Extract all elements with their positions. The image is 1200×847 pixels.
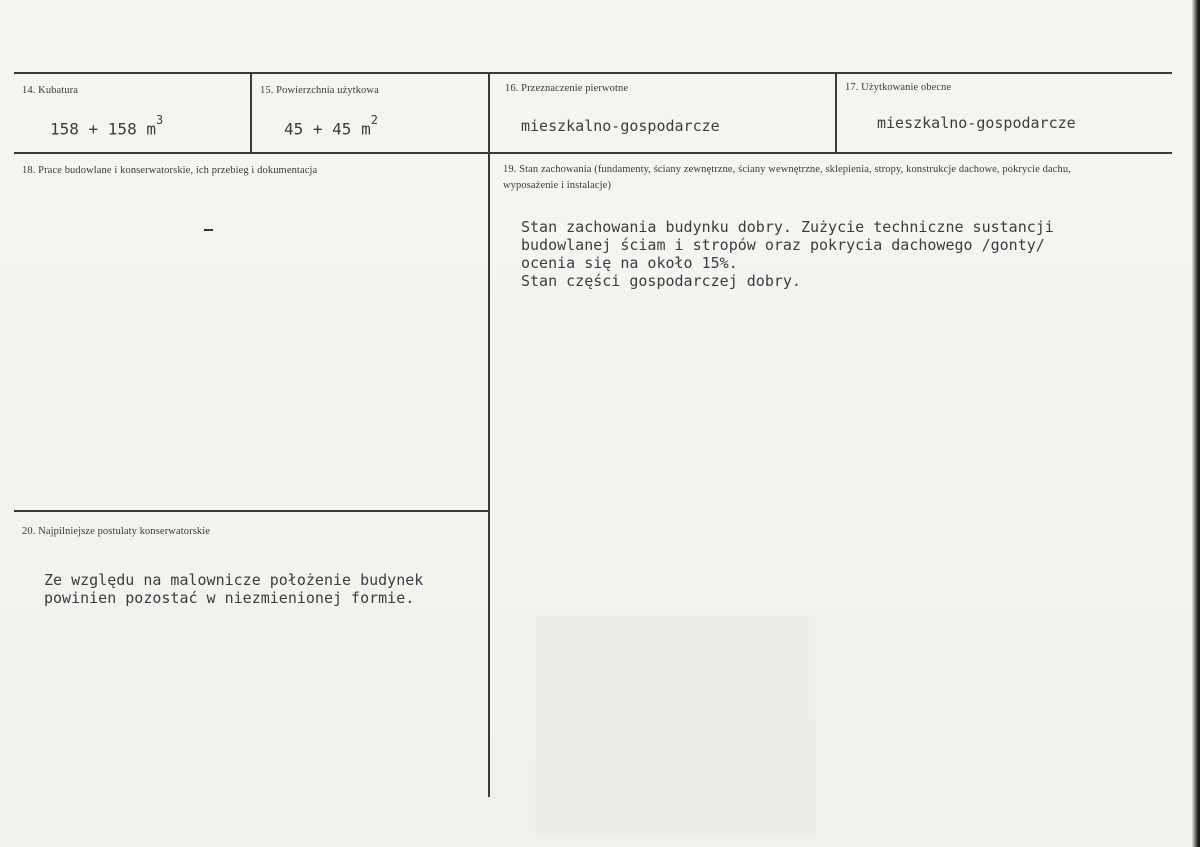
field18-bottom-rule bbox=[14, 510, 488, 512]
field-14-unit-exponent: 3 bbox=[155, 113, 164, 127]
field-18-value bbox=[204, 229, 213, 231]
field-19-line-3: ocenia się na około 15%. bbox=[521, 254, 738, 272]
field-16-label: 16. Przeznaczenie pierwotne bbox=[505, 83, 629, 94]
field-15-unit-exponent: 2 bbox=[370, 113, 378, 127]
row1-bottom-rule bbox=[14, 152, 1172, 154]
field-20-line-1: Ze względu na malownicze położenie budynek bbox=[44, 571, 424, 589]
field-15-value bbox=[284, 113, 378, 139]
form-top-rule bbox=[14, 72, 1172, 74]
divider-14-15 bbox=[250, 74, 252, 152]
field-20-line-2: powinien pozostać w niezmienionej formie. bbox=[44, 589, 415, 607]
field-20-label: 20. Najpilniejsze postulaty konserwatorskie bbox=[22, 526, 211, 537]
field-16-value: mieszkalno-gospodarcze bbox=[521, 117, 720, 135]
field-19-label: 19. Stan zachowania (fundamenty, ściany zewnętrzne, ściany wewnętrzne, sklepienia, stropy, konstrukcje dachowe, pokrycie dachu, wyposażenie i instalacje) bbox=[503, 164, 1071, 191]
bleed-through-shadow bbox=[535, 615, 815, 835]
field-15-label: 15. Powierzchnia użytkowa bbox=[260, 85, 379, 96]
field-19-line-2: budowlanej ściam i stropów oraz pokrycia dachowego /gonty/ bbox=[521, 236, 1045, 254]
field-19-line-4: Stan części gospodarczej dobry. bbox=[521, 272, 801, 290]
divider-16-17 bbox=[835, 74, 837, 152]
field-14-label: 14. Kubatura bbox=[22, 85, 79, 96]
field-14-value-text: 158 + 158 m bbox=[50, 119, 156, 139]
scan-edge-shadow bbox=[1192, 0, 1200, 847]
field-15-value-text: 45 + 45 m bbox=[284, 119, 371, 139]
field-17-value: mieszkalno-gospodarcze bbox=[877, 114, 1076, 132]
field-17-label: 17. Użytkowanie obecne bbox=[845, 82, 952, 93]
field-19-line-1: Stan zachowania budynku dobry. Zużycie techniczne sustancji bbox=[521, 218, 1054, 236]
divider-15-16 bbox=[488, 74, 490, 152]
field-18-label: 18. Prace budowlane i konserwatorskie, ich przebieg i dokumentacja bbox=[22, 165, 318, 176]
field-14-value bbox=[50, 113, 164, 139]
divider-left-right bbox=[488, 152, 490, 797]
